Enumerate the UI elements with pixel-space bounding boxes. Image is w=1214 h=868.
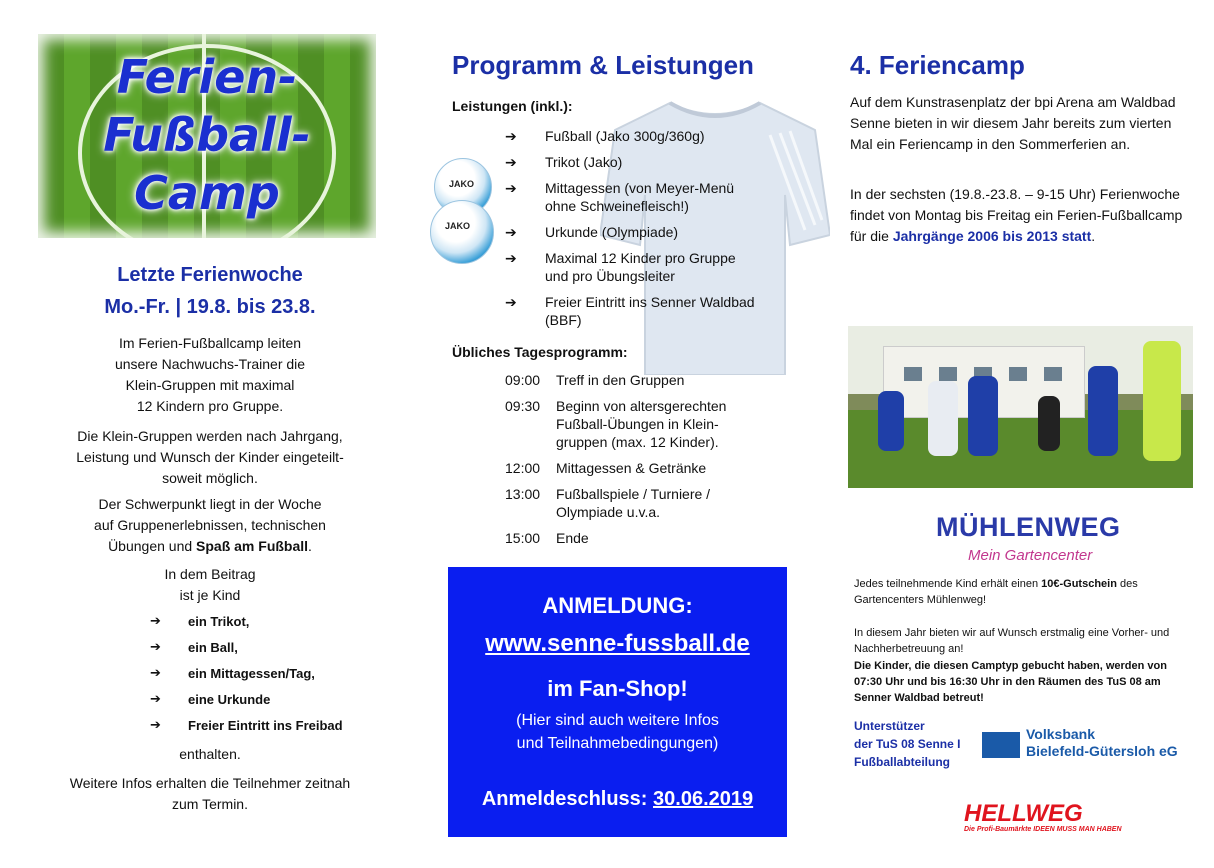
list-item-label: Maximal 12 Kinder pro Gruppe [545,250,736,266]
arrow-icon: ➔ [505,224,517,240]
list-item-label: Freier Eintritt ins Freibad [188,717,343,733]
list-item-label: ein Trikot, [188,613,250,629]
volksbank-name [1026,726,1178,760]
schedule-text: Olympiade u.v.a. [556,504,661,520]
list-item-label: ein Ball, [188,639,238,655]
text-fragment: . [308,538,312,554]
text-fragment: . [1091,228,1096,244]
text-line: Der Schwerpunkt liegt in der Woche [98,496,322,512]
schedule-row [505,485,726,521]
fanshop-text: im Fan-Shop! [547,676,688,701]
schedule-row [505,371,726,389]
schedule-text: Mittagessen & Getränke [556,460,707,476]
arrow-icon: ➔ [505,294,517,310]
list-item [150,634,343,660]
muehlenweg-tagline: Mein Gartencenter [968,547,1093,564]
schedule-text: gruppen (max. 12 Kinder). [556,434,719,450]
schedule-row [505,459,726,477]
schedule-time: 09:00 [505,372,541,388]
included-suffix: enthalten. [179,746,241,762]
voucher-highlight: 10€-Gutschein [1041,578,1117,590]
voucher-note [854,576,1194,608]
arrow-icon: ➔ [505,250,517,266]
date-heading: Mo.-Fr. | 19.8. bis 23.8. [104,296,316,318]
registration-box [448,567,787,837]
care-times-note: Die Kinder, die diesen Camptyp gebucht haben, werden von 07:30 Uhr und bis 16:30 Uhr in den Räumen des TuS 08 am Senner Waldbad betreut! [854,660,1167,704]
text-line: auf Gruppenerlebnissen, technischen [94,517,326,533]
text-line: Volksbank [1026,726,1095,742]
deadline-date: 30.06.2019 [653,788,754,810]
deadline-label: Anmeldeschluss: [481,788,654,810]
camp-intro: Auf dem Kunstrasenplatz der bpi Arena am Waldbad Senne bieten in wir diesem Jahr bereits zum vierten Mal ein Feriencamp in den Sommerferien an. [850,94,1176,152]
text-line: Die Klein-Gruppen werden nach Jahrgang, [77,428,343,444]
schedule-time: 09:30 [505,398,541,414]
daily-program-label: Übliches Tagesprogramm: [452,344,628,360]
text-fragment: In der sechsten (19.8.-23.8. – 9-15 Uhr) Ferienwoche findet von Montag bis Freitag ein Ferien-Fußballcamp für die [850,186,1183,244]
schedule-text: Fußballspiele / Turniere / [556,486,711,502]
list-item-label: ein Mittagessen/Tag, [188,665,315,681]
text-fragment: Jedes teilnehmende Kind erhält einen [854,578,1042,590]
text-line: Im Ferien-Fußballcamp leiten [118,335,302,351]
text-line: 12 Kindern pro Gruppe. [136,398,284,414]
text-line: Bielefeld-Gütersloh eG [1026,743,1178,759]
intro-paragraph [30,333,390,417]
text-fragment: Übungen und [108,538,197,554]
arrow-icon: ➔ [150,717,161,732]
registration-link[interactable]: www.senne-fussball.de [485,630,750,657]
arrow-icon: ➔ [150,665,161,680]
muehlenweg-logo: MÜHLENWEG [936,512,1121,542]
arrow-icon: ➔ [505,180,517,196]
title-line: Camp [134,166,280,220]
text-line: unsere Nachwuchs-Trainer die [114,356,306,372]
list-item-label: Fußball (Jako 300g/360g) [545,128,705,144]
fee-paragraph [30,564,390,606]
list-item [150,660,343,686]
hellweg-logo: HELLWEG [964,800,1083,827]
text-line: Klein-Gruppen mit maximal [125,377,295,393]
supporter-label [854,717,960,771]
text-line: und Teilnahmebedingungen) [516,735,719,752]
list-item [505,293,755,329]
arrow-icon: ➔ [505,154,517,170]
list-item [150,686,343,712]
services-list [505,127,755,337]
text-line: Fußballabteilung [854,755,950,769]
text-line: zum Termin. [172,796,248,812]
hellweg-tagline: Die Profi-Baumärkte IDEEN MUSS MAN HABEN [964,826,1122,833]
text-line: (Hier sind auch weitere Infos [516,712,719,729]
highlight-text: Spaß am Fußball [196,538,309,554]
groups-paragraph [30,426,390,489]
list-item-label: eine Urkunde [188,691,271,707]
list-item-label: Freier Eintritt ins Senner Waldbad [545,294,755,310]
text-line: Unterstützer [854,719,925,733]
volksbank-logo-icon [982,732,1020,758]
arrow-icon: ➔ [505,128,517,144]
services-label: Leistungen (inkl.): [452,98,573,114]
title-line: Fußball- [103,108,311,162]
list-item [505,153,755,171]
focus-paragraph [30,494,390,557]
text-line: soweit möglich. [162,470,258,486]
program-title: Programm & Leistungen [452,50,754,80]
text-line: Leistung und Wunsch der Kinder eingeteilt- [76,449,344,465]
football-image [430,200,494,264]
schedule-time: 12:00 [505,460,541,476]
schedule-row [505,397,726,451]
list-item [505,249,755,285]
schedule-time: 13:00 [505,486,541,502]
list-item [505,179,755,215]
camp-title [38,48,376,222]
text-line: ist je Kind [179,587,241,603]
ball-brand-label: JAKO [445,221,471,231]
list-item-label: (BBF) [545,312,582,328]
week-heading: Letzte Ferienwoche [117,264,303,286]
included-items-list [150,608,343,738]
list-item [150,712,343,738]
schedule-text: Fußball-Übungen in Klein- [556,416,719,432]
list-item [505,223,755,241]
arrow-icon: ➔ [150,639,161,654]
camp-week-info [850,184,1190,247]
arrow-icon: ➔ [150,691,161,706]
schedule-row [505,529,726,547]
list-item-label: ohne Schweinefleisch!) [545,198,689,214]
kids-training-photo [848,326,1193,488]
text-line: Weitere Infos erhalten die Teilnehmer zeitnah [69,775,351,791]
list-item-label: Mittagessen (von Meyer-Menü [545,180,735,196]
text-line [30,536,390,557]
list-item [505,127,755,145]
info-note [448,709,787,755]
deadline [448,788,787,811]
text-line: der TuS 08 Senne I [854,737,961,751]
list-item-label: Urkunde (Olympiade) [545,224,679,240]
more-info-paragraph [30,773,390,815]
registration-heading: ANMELDUNG: [542,593,693,618]
schedule-text: Treff in den Gruppen [556,372,685,388]
arrow-icon: ➔ [150,613,161,628]
camp-number-title: 4. Feriencamp [850,50,1025,80]
schedule-text: Beginn von altersgerechten [556,398,727,414]
list-item [150,608,343,634]
list-item-label: und pro Übungsleiter [545,268,675,284]
daily-schedule [505,371,726,555]
list-item-label: Trikot (Jako) [545,154,623,170]
schedule-time: 15:00 [505,530,541,546]
ball-brand-label: JAKO [449,179,475,189]
birth-years-highlight: Jahrgänge 2006 bis 2013 statt [892,228,1092,244]
care-note: In diesem Jahr bieten wir auf Wunsch erstmalig eine Vorher- und Nachherbetreuung an! [854,627,1170,655]
soccer-field-image [38,34,376,238]
title-line: Ferien- [116,50,298,104]
text-line: In dem Beitrag [164,566,256,582]
schedule-text: Ende [556,530,589,546]
text-fragment: des Gartencenters Mühlenweg! [854,578,1138,606]
